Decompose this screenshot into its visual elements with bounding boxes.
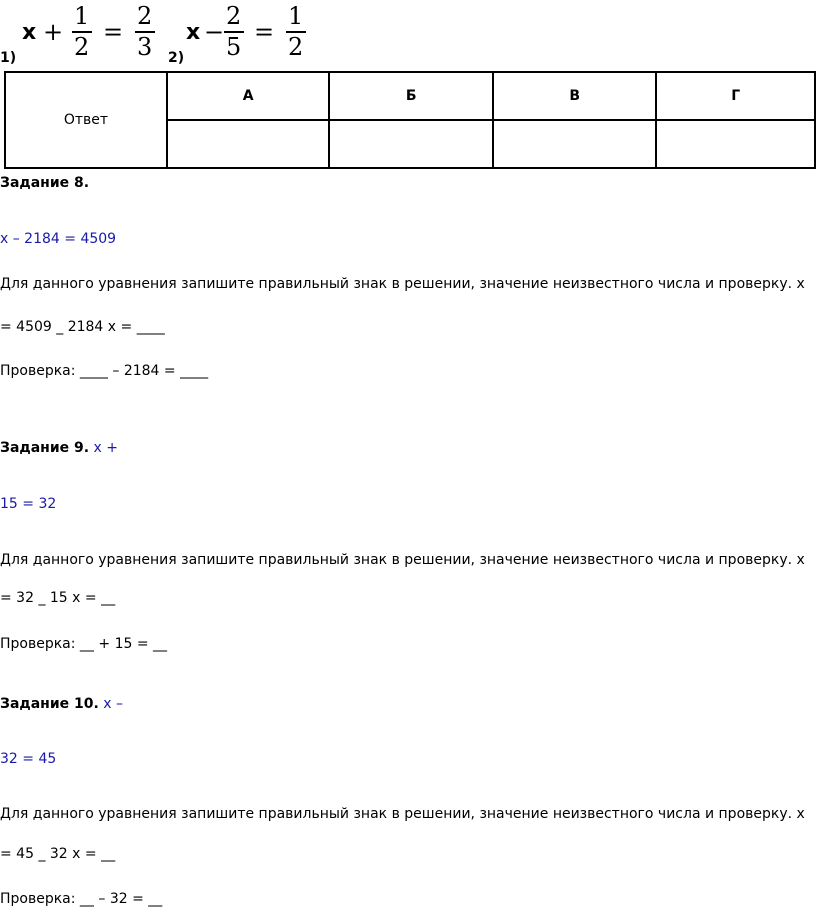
formula-2-label: 2): [168, 50, 185, 66]
task-8-solution: = 4509 _ 2184 х = ____: [0, 319, 165, 335]
task-9-check: Проверка: __ + 15 = __: [0, 636, 168, 652]
formula-1-denominator-left: 2: [74, 33, 90, 61]
formula-2-denominator-left: 5: [226, 33, 242, 61]
task-8-instruction: Для данного уравнения запишите правильный знак в решении, значение неизвестного числа и проверку. х: [0, 276, 805, 292]
answer-column-g: Г: [656, 72, 815, 120]
task-10-title: Задание 10.: [0, 696, 99, 712]
task-10-check: Проверка: __ – 32 = __: [0, 891, 163, 907]
answer-table: [4, 71, 816, 169]
formula-1-variable: x: [22, 20, 37, 45]
formula-1-denominator-right: 3: [137, 33, 153, 61]
task-9-instruction: Для данного уравнения запишите правильный знак в решении, значение неизвестного числа и проверку. х: [0, 552, 805, 568]
formula-1-label: 1): [0, 50, 17, 66]
task-10-equation-start: х –: [103, 696, 124, 712]
formula-1-equals: =: [103, 18, 124, 46]
answer-cell-v[interactable]: [493, 120, 657, 168]
task-10-instruction: Для данного уравнения запишите правильный знак в решении, значение неизвестного числа и проверку. х: [0, 806, 805, 822]
task-9-solution: = 32 _ 15 х = __: [0, 590, 116, 606]
answer-row-label: Ответ: [5, 72, 167, 168]
answer-cell-a[interactable]: [167, 120, 330, 168]
answer-cell-g[interactable]: [656, 120, 815, 168]
formula-1-operator: +: [43, 18, 64, 46]
task-9-title: Задание 9.: [0, 440, 90, 456]
task-9-equation-start: х +: [93, 440, 118, 456]
formula-2-equals: =: [254, 18, 275, 46]
task-9-header: [0, 440, 118, 456]
answer-table-header-row: [5, 72, 815, 120]
formula-2-variable: x: [186, 20, 201, 45]
formula-1-numerator-left: 1: [74, 2, 90, 30]
answer-column-v: В: [493, 72, 657, 120]
task-8-title: Задание 8.: [0, 175, 90, 191]
task-10-solution: = 45 _ 32 х = __: [0, 846, 116, 862]
task-9-equation-end: 15 = 32: [0, 496, 57, 512]
answer-cell-b[interactable]: [329, 120, 493, 168]
task-8-check: Проверка: ____ – 2184 = ____: [0, 363, 209, 379]
task-8-equation: х – 2184 = 4509: [0, 231, 117, 247]
formula-2-operator: −: [204, 18, 225, 46]
task-10-equation-end: 32 = 45: [0, 751, 57, 767]
answer-column-a: А: [167, 72, 330, 120]
formula-1-numerator-right: 2: [137, 2, 153, 30]
formula-2-denominator-right: 2: [288, 33, 304, 61]
task-10-header: [0, 696, 123, 712]
formula-2-numerator-left: 2: [226, 2, 242, 30]
formula-2-numerator-right: 1: [288, 2, 304, 30]
answer-column-b: Б: [329, 72, 493, 120]
